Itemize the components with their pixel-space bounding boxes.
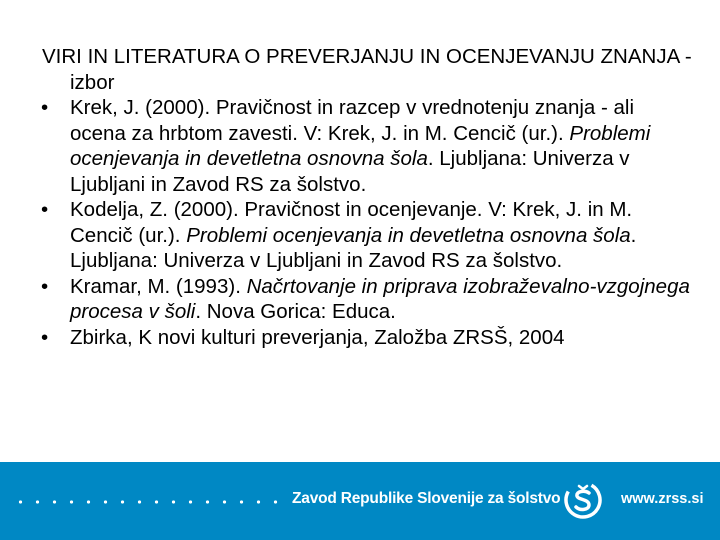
bullet: • <box>41 274 49 298</box>
bullet: • <box>41 96 49 119</box>
website-link[interactable]: www.zrss.si <box>621 491 704 507</box>
reference-text: Pravičnost in ocenjevanje. V: Krek, J. in M. Cencič (ur.). <box>70 198 633 247</box>
zrss-s-logo-icon <box>563 480 603 520</box>
footer-bar <box>0 462 720 540</box>
reference-publisher: . Ljubljana: Univerza v Ljubljani in Zavod RS za šolstvo. <box>70 223 637 272</box>
reference-text: Zbirka, K novi kulturi preverjanja, Založba ZRSŠ, 2004 <box>70 325 565 349</box>
reference-author-year: Kodelja, Z. (2000). <box>70 198 245 221</box>
dotted-decoration <box>12 499 282 505</box>
reference-item <box>42 197 692 274</box>
reference-author-year: Kramar, M. (1993). <box>70 274 247 298</box>
reference-list <box>42 95 692 350</box>
reference-item <box>42 325 692 351</box>
reference-title: Načrtovanje in priprava izobraževalno-vzgojnega procesa v šoli <box>70 274 690 323</box>
slide-content <box>42 44 692 350</box>
bullet: • <box>41 198 49 221</box>
reference-title: Problemi ocenjevanja in devetletna osnovna šola <box>186 223 631 247</box>
slide-heading: VIRI IN LITERATURA O PREVERJANJU IN OCENJEVANJU ZNANJA - izbor <box>42 45 692 94</box>
reference-item <box>42 95 692 197</box>
reference-publisher: . Nova Gorica: Educa. <box>195 300 396 323</box>
reference-author-year: Krek, J. (2000). <box>70 96 216 119</box>
organization-name: Zavod Republike Slovenije za šolstvo <box>292 490 561 507</box>
bullet: • <box>41 325 49 349</box>
reference-item <box>42 274 692 325</box>
reference-text: Pravičnost in razcep v vrednotenju znanja - ali ocena za hrbtom zavesti. V: Krek, J. in M. Cencič (ur.). <box>70 96 635 145</box>
reference-title: Problemi ocenjevanja in devetletna osnovna šola <box>70 121 651 170</box>
reference-publisher: . Ljubljana: Univerza v Ljubljani in Zavod RS za šolstvo. <box>70 147 630 196</box>
